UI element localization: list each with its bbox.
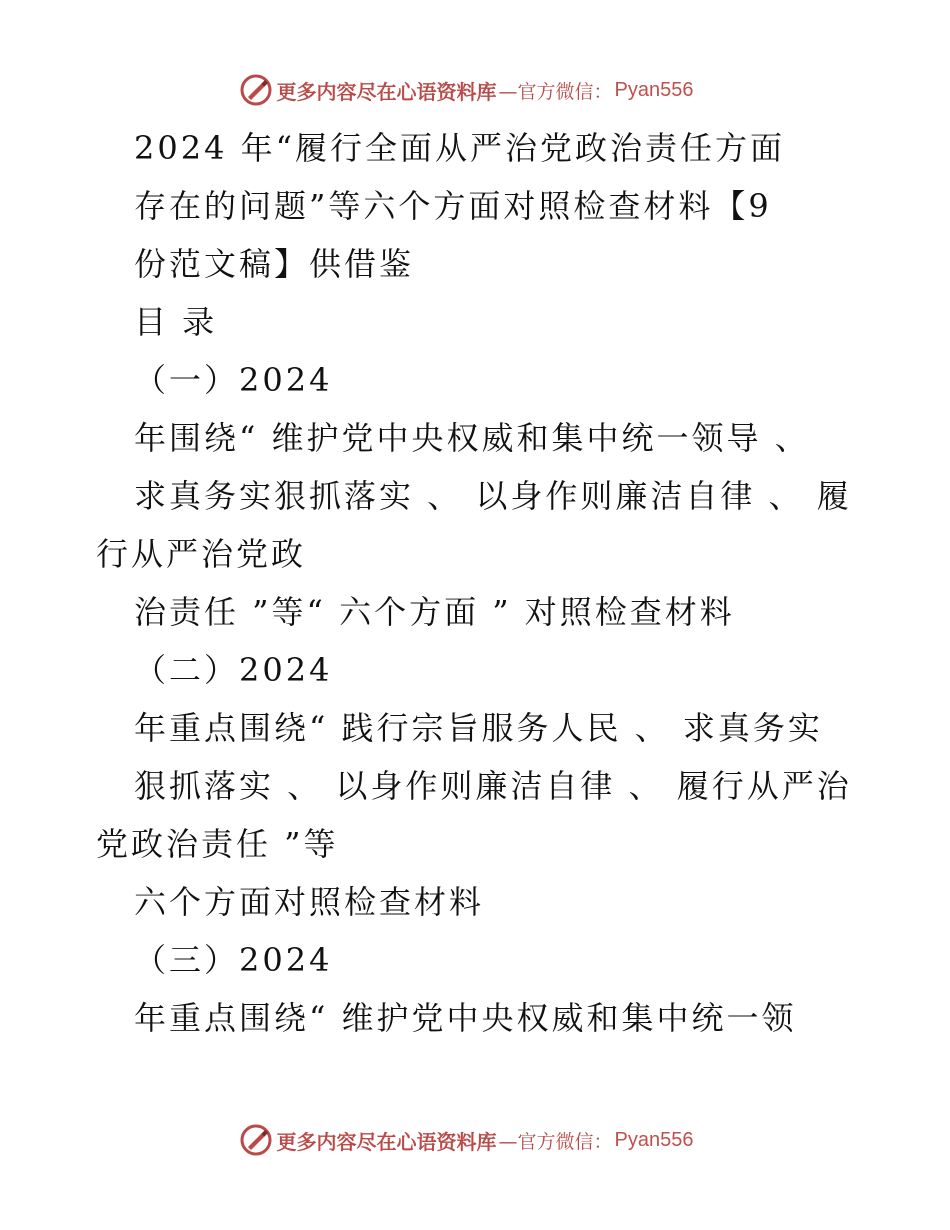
- watermark-main-text: 更多内容尽在心语资料库: [276, 1129, 497, 1154]
- watermark-id-text: Pyan556: [614, 78, 694, 101]
- title-line-3: 份范文稿】供借鉴: [134, 245, 415, 283]
- watermark-main-text: 更多内容尽在心语资料库: [276, 79, 497, 104]
- toc-item-2-line-3: 党政治责任 ”等: [96, 825, 339, 863]
- watermark-sub-text: —官方微信：: [498, 80, 613, 103]
- toc-item-3-line-1: 年重点围绕“ 维护党中央权威和集中统一领: [134, 999, 797, 1037]
- toc-item-2-line-4: 六个方面对照检查材料: [134, 883, 485, 921]
- title-line-2: 存在的问题”等六个方面对照检查材料【9: [134, 187, 772, 225]
- header-watermark: [0, 70, 950, 110]
- title-line-1: 2024 年“履行全面从严治党政治责任方面: [134, 129, 785, 167]
- toc-item-1-line-4: 治责任 ”等“ 六个方面 ” 对照检查材料: [134, 593, 735, 631]
- toc-item-2-line-2: 狠抓落实 、 以身作则廉洁自律 、 履行从严治: [134, 767, 852, 805]
- watermark-id-text: Pyan556: [614, 1128, 694, 1151]
- toc-item-1-line-3: 行从严治党政: [96, 535, 307, 573]
- pen-logo-icon: [239, 1123, 273, 1157]
- toc-heading: 目 录: [134, 303, 218, 341]
- toc-item-2-line-1: 年重点围绕“ 践行宗旨服务人民 、 求真务实: [134, 709, 823, 747]
- pen-logo-icon: [239, 73, 273, 107]
- toc-item-3-number: （三）2024: [134, 941, 333, 979]
- toc-item-1-line-1: 年围绕“ 维护党中央权威和集中统一领导 、: [134, 419, 810, 457]
- footer-watermark: [0, 1120, 950, 1160]
- watermark-sub-text: —官方微信：: [498, 1130, 613, 1153]
- toc-item-2-number: （二）2024: [134, 651, 333, 689]
- toc-item-1-line-2: 求真务实狠抓落实 、 以身作则廉洁自律 、 履: [134, 477, 852, 515]
- toc-item-1-number: （一）2024: [134, 361, 333, 399]
